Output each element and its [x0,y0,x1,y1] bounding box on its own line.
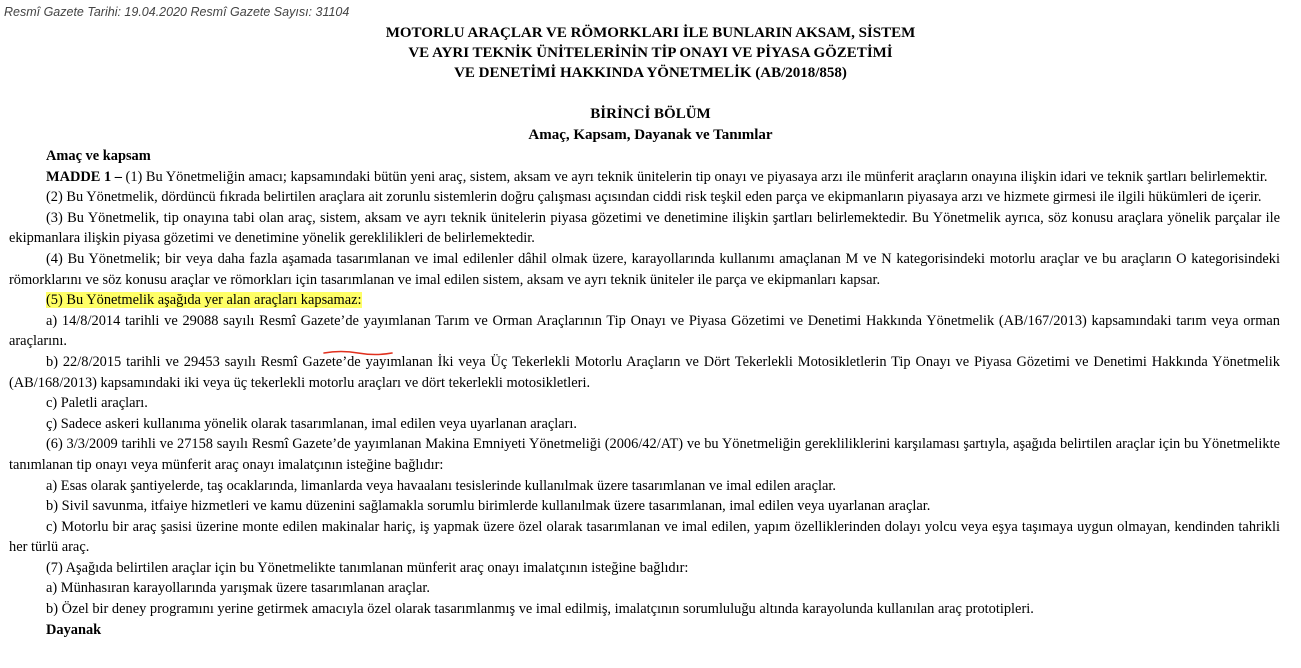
paragraph-7b: b) Özel bir deney programını yerine getirmek amacıyla özel olarak tasarımlanmış ve imal edilmiş, imalatçının sorumluluğu altında karayolunda kullanılan araç prototipleri. [46,601,1034,618]
madde-label: MADDE 1 – [46,168,122,185]
paragraph-5b: b) 22/8/2015 tarihli ve 29453 sayılı Resmî Gazete’de yayımlanan İki veya Üç Tekerlekli Motorlu Araçların ve Dört Tekerlekli Motosikletlerin Tip Onayı ve Piyasa Gözetimi ve Denetimi Hakkında Yönetmelik (AB/168/2013) kapsamındaki iki veya üç tekerlekli motorlu araçları ve dört tekerlekli motosikletleri. [9,353,1280,391]
paragraph-3: (3) Bu Yönetmelik, tip onayına tabi olan araç, sistem, aksam ve ayrı teknik ünitelerin piyasa gözetimi ve denetimine ilişkin şartları belirlemektedir. Bu Yönetmelik ayrıca, söz konusu araçlara yönelik parçalar ile ekipmanlara ilişkin piyasa gözetimi ve denetimine yönelik gereklilikleri de belirlemektedir. [9,209,1280,247]
paragraph-6: (6) 3/3/2009 tarihli ve 27158 sayılı Resmî Gazete’de yayımlanan Makina Emniyeti Yönetmeliği (2006/42/AT) ve bu Yönetmeliğin gerekliliklerini karşılaması şartıyla, aşağıda belirtilen araçlar için bu Yönetmelikte tanımlanan tip onayı veya münferit araç onayı imalatçının isteğine bağlıdır: [9,436,1280,473]
annotation-underline [323,349,393,357]
article-heading: Amaç ve kapsam [46,148,151,164]
paragraph-1-text: (1) Bu Yönetmeliğin amacı; kapsamındaki bütün yeni araç, sistem, aksam ve ayrı teknik ünitelerin tip onayı ve piyasaya arzı ile münferit araçların onayına ilişkin idari ve teknik şartları belirlemektir. [121,168,1268,185]
paragraph-5 [9,290,1280,311]
gazette-header: Resmî Gazete Tarihi: 19.04.2020 Resmî Gazete Sayısı: 31104 [4,5,350,19]
paragraph-7: (7) Aşağıda belirtilen araçlar için bu Yönetmelikte tanımlanan münferit araç onayı imalatçının isteğine bağlıdır: [46,559,689,576]
paragraph-5c: c) Paletli araçları. [46,395,148,412]
paragraph-5cc: ç) Sadece askeri kullanıma yönelik olarak tasarımlanan, imal edilen veya uyarlanan araçları. [46,415,578,432]
paragraph-6a: a) Esas olarak şantiyelerde, taş ocaklarında, limanlarda veya havaalanı tesislerinde kullanılmak üzere tasarımlanan ve imal edilen araçlar. [46,477,836,494]
paragraph-7a: a) Münhasıran karayollarında yarışmak üzere tasarımlanan araçlar. [46,580,430,597]
paragraph-6b: b) Sivil savunma, itfaiye hizmetleri ve kamu düzenini sağlamakla sorumlu birimlerde kullanılmak üzere tasarımlanan, imal edilen veya uyarlanan araçlar. [46,498,931,515]
document-body [9,146,1280,640]
next-heading: Dayanak [46,621,102,638]
title-line-3: VE DENETİMİ HAKKINDA YÖNETMELİK (AB/2018/858) [454,65,847,81]
highlighted-text: (5) Bu Yönetmelik aşağıda yer alan araçları kapsamaz: [46,292,362,309]
section-number: BİRİNCİ BÖLÜM [590,106,711,122]
paragraph-1 [9,167,1280,188]
section-title: Amaç, Kapsam, Dayanak ve Tanımlar [528,127,773,143]
paragraph-6c: c) Motorlu bir araç şasisi üzerine monte edilen makinalar hariç, iş yapmak üzere özel olarak tasarımlanan ve imal edilen, yapım özelliklerinden dolayı yolcu veya eşya taşımaya uygun olmayan, kendinden tahrikli her türlü araç. [9,518,1280,556]
paragraph-5a: a) 14/8/2014 tarihli ve 29088 sayılı Resmî Gazete’de yayımlanan Tarım ve Orman Araçlarının Tip Onayı ve Piyasa Gözetimi ve Denetimi Hakkında Yönetmelik (AB/167/2013) kapsamındaki tarım veya orman araçlarını. [9,312,1280,350]
paragraph-4: (4) Bu Yönetmelik; bir veya daha fazla aşamada tasarımlanan ve imal edilenler dâhil olmak üzere, karayollarında kullanımı amaçlanan M ve N kategorisindeki motorlu araçlar ve bu araçların O kategorisindeki römorklarını ve söz konusu araçlar ve römorkları için tasarımlanan ve imal edilen sistem, aksam ve ayrı teknik üniteler ile parça ve ekipmanları kapsar. [9,250,1280,288]
regulation-title [0,23,1301,83]
title-line-1: MOTORLU ARAÇLAR VE RÖMORKLARI İLE BUNLARIN AKSAM, SİSTEM [385,25,916,41]
paragraph-2: (2) Bu Yönetmelik, dördüncü fıkrada belirtilen araçlara ait zorunlu sistemlerin doğru çalışması açısından ciddi risk teşkil eden parça ve ekipmanların piyasaya arzı ve hizmete girmesi ile ilgili hükümleri de içerir. [46,189,1262,206]
title-line-2: VE AYRI TEKNİK ÜNİTELERİNİN TİP ONAYI VE PİYASA GÖZETİMİ [408,45,893,61]
